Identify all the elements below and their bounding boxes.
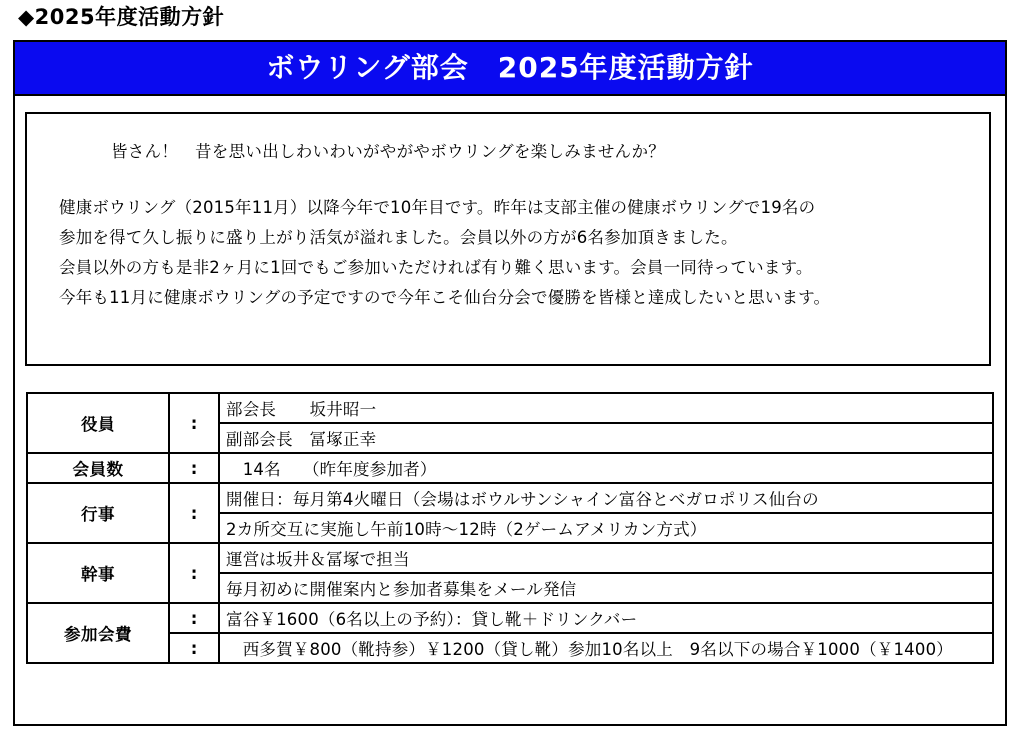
organizers-label: 幹事 xyxy=(27,543,169,603)
colon-cell: : xyxy=(169,603,219,633)
message-box xyxy=(25,112,991,366)
message-line: 参加を得て久し振りに盛り上がり活気が溢れました。会員以外の方が6名参加頂きました。 xyxy=(59,228,738,247)
greeting-line: 皆さん！ 昔を思い出しわいわいがやがやボウリングを楽しみませんか？ xyxy=(111,142,666,161)
table-row xyxy=(27,483,993,513)
organizers-value: 毎月初めに開催案内と参加者募集をメール発信 xyxy=(219,573,993,603)
message-line: 会員以外の方も是非2ヶ月に1回でもご参加いただければ有り難く思います。会員一同待っています。 xyxy=(59,258,813,277)
officers-label: 役員 xyxy=(27,393,169,453)
members-label: 会員数 xyxy=(27,453,169,483)
colon-cell: : xyxy=(169,483,219,543)
table-row xyxy=(27,603,993,633)
info-table xyxy=(26,392,994,664)
colon-cell: : xyxy=(169,633,219,663)
members-value: 14名 （昨年度参加者） xyxy=(219,453,993,483)
colon-cell: : xyxy=(169,393,219,453)
fees-value: 富谷￥1600（6名以上の予約）：貸し靴＋ドリンクバー xyxy=(219,603,993,633)
banner-title: ボウリング部会 2025年度活動方針 xyxy=(15,42,1005,96)
table-row xyxy=(27,453,993,483)
page-heading: ◆2025年度活動方針 xyxy=(18,5,225,29)
officer-value: 部会長 坂井昭一 xyxy=(219,393,993,423)
table-row xyxy=(27,633,993,663)
events-value: 開催日：毎月第4火曜日（会場はボウルサンシャイン富谷とベガロポリス仙台の xyxy=(219,483,993,513)
message-line: 健康ボウリング（2015年11月）以降今年で10年目です。昨年は支部主催の健康ボウリングで19名の xyxy=(59,198,816,217)
colon-cell: : xyxy=(169,453,219,483)
policy-frame xyxy=(13,40,1007,726)
fees-value: 西多賀￥800（靴持参）￥1200（貸し靴）参加10名以上 9名以下の場合￥1000（￥1400） xyxy=(219,633,993,663)
colon-cell: : xyxy=(169,543,219,603)
message-line: 今年も11月に健康ボウリングの予定ですので今年こそ仙台分会で優勝を皆様と達成したいと思います。 xyxy=(59,288,831,307)
table-row xyxy=(27,543,993,573)
officer-value: 副部会長 冨塚正幸 xyxy=(219,423,993,453)
table-row xyxy=(27,393,993,423)
events-value: 2カ所交互に実施し午前10時～12時（2ゲームアメリカン方式） xyxy=(219,513,993,543)
fees-label: 参加会費 xyxy=(27,603,169,663)
organizers-value: 運営は坂井＆冨塚で担当 xyxy=(219,543,993,573)
events-label: 行事 xyxy=(27,483,169,543)
